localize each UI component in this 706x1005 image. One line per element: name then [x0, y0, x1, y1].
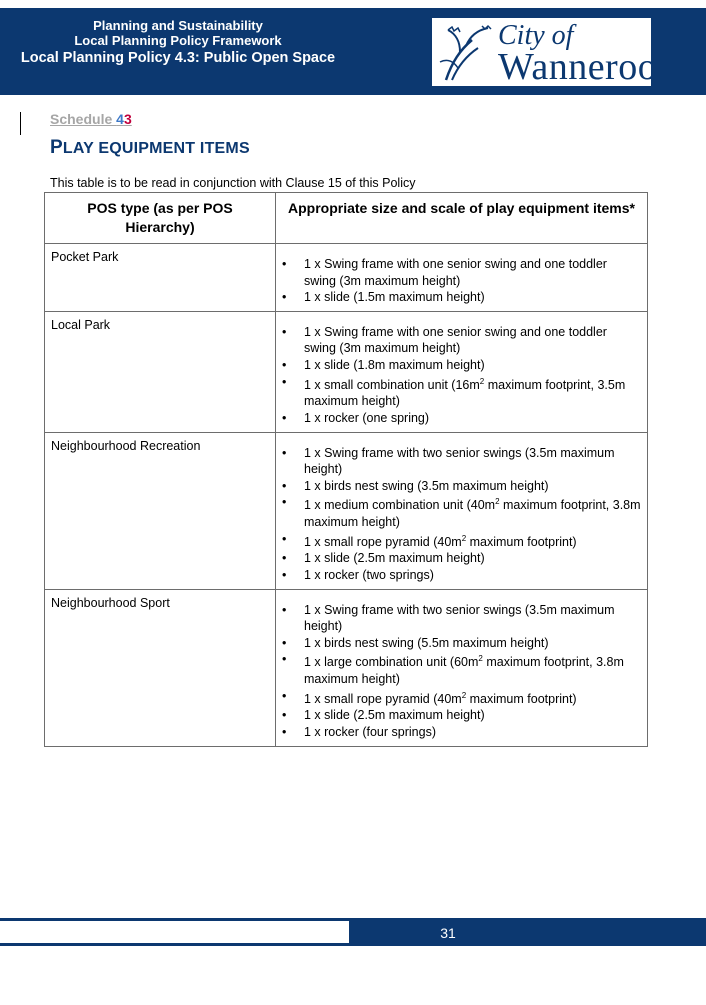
schedule-prefix: Schedule: [50, 111, 117, 127]
list-item: [282, 374, 641, 410]
table-row: [45, 311, 648, 432]
list-item: • 1 x slide (2.5m maximum height): [282, 550, 641, 567]
logo-city-text: City of: [498, 20, 574, 51]
item-text: 1 x small rope pyramid (40m: [304, 691, 462, 706]
kangaroo-paw-icon: [438, 22, 496, 82]
superscript: 2: [461, 533, 467, 543]
table-header-row: [45, 193, 648, 244]
header-department: Planning and Sustainability: [93, 18, 263, 33]
pos-type-cell: Neighbourhood Recreation: [45, 432, 276, 589]
title-cap: P: [50, 137, 63, 158]
list-item: • 1 x slide (2.5m maximum height): [282, 707, 641, 724]
title-rest: LAY EQUIPMENT ITEMS: [62, 140, 250, 157]
column-header-equipment: Appropriate size and scale of play equipment items*: [276, 193, 648, 244]
footer-white-band: [0, 921, 349, 943]
superscript: 2: [495, 497, 500, 507]
table-row: [45, 589, 648, 746]
pos-type-cell: Neighbourhood Sport: [45, 589, 276, 746]
superscript: 2: [478, 654, 483, 664]
logo-name-text: Wanneroo: [498, 46, 658, 88]
item-text: maximum footprint): [466, 691, 577, 706]
item-text: maximum footprint, 3.5m maximum height): [304, 377, 626, 409]
equipment-items-cell: [276, 432, 648, 589]
list-item: • 1 x birds nest swing (5.5m maximum height): [282, 635, 641, 652]
equipment-items-cell: [276, 589, 648, 746]
pos-type-cell: Local Park: [45, 311, 276, 432]
list-item: [282, 688, 641, 708]
list-item: [282, 494, 641, 530]
item-text: 1 x medium combination unit (40m: [304, 498, 496, 513]
list-item: • 1 x birds nest swing (3.5m maximum height): [282, 478, 641, 495]
play-equipment-table: [44, 192, 648, 747]
header-framework: Local Planning Policy Framework: [74, 33, 282, 48]
list-item: • 1 x Swing frame with one senior swing and one toddler swing (3m maximum height): [282, 256, 641, 289]
equipment-items-cell: [276, 311, 648, 432]
list-item: • 1 x rocker (one spring): [282, 410, 641, 427]
item-text: 1 x small combination unit (16m: [304, 377, 480, 392]
list-item: [282, 651, 641, 687]
item-text: 1 x large combination unit (60m: [304, 655, 479, 670]
superscript: 2: [461, 690, 467, 700]
list-item: • 1 x Swing frame with two senior swings (3.5m maximum height): [282, 602, 641, 635]
equipment-list: [282, 256, 641, 306]
list-item: • 1 x Swing frame with one senior swing and one toddler swing (3m maximum height): [282, 324, 641, 357]
header-policy-title: Local Planning Policy 4.3: Public Open Space: [20, 50, 336, 66]
table-body: [45, 244, 648, 747]
schedule-number-new: 3: [123, 111, 132, 127]
equipment-list: [282, 445, 641, 584]
item-text: 1 x small rope pyramid (40m: [304, 534, 462, 549]
list-item: • 1 x Swing frame with two senior swings (3.5m maximum height): [282, 445, 641, 478]
equipment-list: [282, 602, 641, 741]
equipment-items-cell: [276, 244, 648, 312]
item-text: maximum footprint, 3.8m maximum height): [304, 655, 624, 687]
page-number: 31: [440, 925, 456, 941]
city-logo: [432, 18, 658, 88]
header-text: [0, 18, 356, 67]
item-text: maximum footprint): [466, 534, 577, 549]
schedule-label: [50, 111, 132, 127]
column-header-pos-type: POS type (as per POS Hierarchy): [45, 193, 276, 244]
intro-text: This table is to be read in conjunction with Clause 15 of this Policy: [50, 176, 416, 190]
superscript: 2: [479, 376, 485, 386]
item-text: maximum footprint, 3.8m maximum height): [304, 498, 641, 530]
table-row: [45, 432, 648, 589]
equipment-list: [282, 324, 641, 427]
list-item: • 1 x rocker (four springs): [282, 724, 641, 741]
revision-bar: [20, 112, 21, 135]
list-item: • 1 x slide (1.5m maximum height): [282, 289, 641, 306]
list-item: • 1 x slide (1.8m maximum height): [282, 357, 641, 374]
list-item: • 1 x rocker (two springs): [282, 567, 641, 584]
schedule-number-old: 4: [116, 111, 124, 127]
section-title: [50, 137, 250, 159]
pos-type-cell: Pocket Park: [45, 244, 276, 312]
list-item: [282, 531, 641, 551]
table-row: [45, 244, 648, 312]
